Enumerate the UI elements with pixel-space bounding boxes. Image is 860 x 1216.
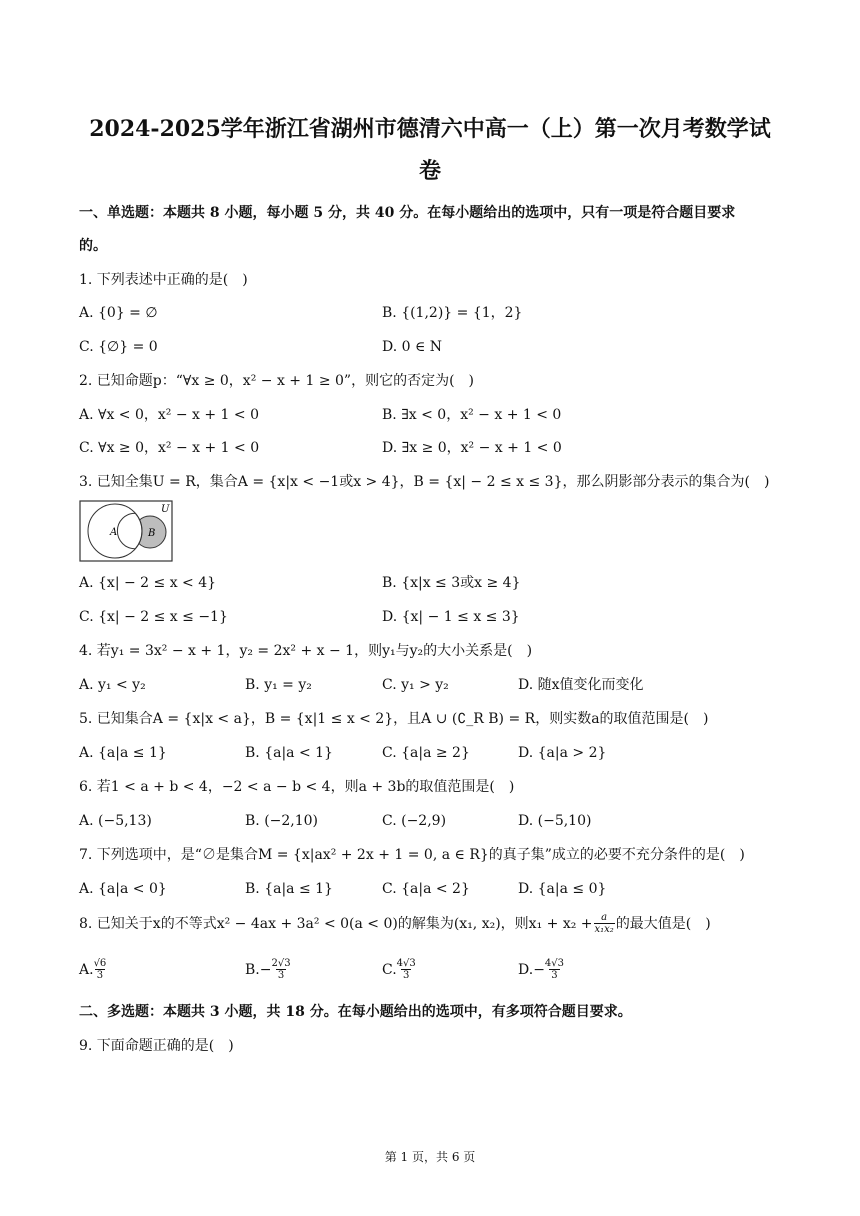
q8-option-d xyxy=(518,958,564,981)
q1-option-a: A. {0} = ∅ xyxy=(79,305,158,321)
q8-option-d-sign: − xyxy=(533,961,545,978)
question-4-stem: 4. 若y₁ = 3x² − x + 1，y₂ = 2x² + x − 1，则y₁与y₂的大小关系是( ) xyxy=(79,643,533,659)
section-1-heading-cont: 的。 xyxy=(79,238,107,254)
venn-label-b: B xyxy=(148,528,156,539)
q8-option-a-fraction xyxy=(94,958,107,981)
question-6-stem: 6. 若1 < a + b < 4，−2 < a − b < 4，则a + 3b的取值范围是( ) xyxy=(79,779,515,795)
q7-option-d: D. {a|a ≤ 0} xyxy=(518,881,607,897)
section-1-heading: 一、单选题：本题共 8 小题，每小题 5 分，共 40 分。在每小题给出的选项中，只有一项是符合题目要求 xyxy=(79,205,736,221)
q8-stem-post: 的最大值是( ) xyxy=(615,915,711,932)
exam-title-line-2: 卷 xyxy=(418,158,441,184)
q7-option-a: A. {a|a < 0} xyxy=(79,881,167,897)
question-7-stem: 7. 下列选项中，是“∅是集合M = {x|ax² + 2x + 1 = 0, a ∈ R}的真子集”成立的必要不充分条件的是( ) xyxy=(79,847,745,863)
section-2-heading: 二、多选题：本题共 3 小题，共 18 分。在每小题给出的选项中，有多项符合题目要求。 xyxy=(79,1004,632,1020)
q2-option-c: C. ∀x ≥ 0，x² − x + 1 < 0 xyxy=(79,440,260,456)
q6-option-c: C. (−2,9) xyxy=(382,813,447,829)
question-9-stem: 9. 下面命题正确的是( ) xyxy=(79,1038,234,1054)
q7-option-b: B. {a|a ≤ 1} xyxy=(245,881,333,897)
q8-option-a-denominator: 3 xyxy=(96,970,104,981)
q6-option-a: A. (−5,13) xyxy=(79,813,152,829)
q5-option-d: D. {a|a > 2} xyxy=(518,745,607,761)
q4-option-a: A. y₁ < y₂ xyxy=(79,677,146,693)
q4-option-c: C. y₁ > y₂ xyxy=(382,677,449,693)
q8-option-c-numerator: 4√3 xyxy=(396,958,416,969)
q8-option-a-numerator: √6 xyxy=(93,958,107,969)
q8-option-d-label: D. xyxy=(518,961,534,978)
q1-option-c: C. {∅} = 0 xyxy=(79,339,158,355)
q3-option-c: C. {x| − 2 ≤ x ≤ −1} xyxy=(79,609,228,625)
q8-option-c-fraction xyxy=(397,958,416,981)
q8-option-a xyxy=(79,958,106,981)
q8-fraction-numerator: a xyxy=(601,912,608,923)
q8-option-b-sign: − xyxy=(259,961,272,978)
q7-option-c: C. {a|a < 2} xyxy=(382,881,470,897)
q8-option-b-numerator: 2√3 xyxy=(271,958,291,969)
q2-option-b: B. ∃x < 0，x² − x + 1 < 0 xyxy=(382,407,562,423)
q3-option-b: B. {x|x ≤ 3或x ≥ 4} xyxy=(382,575,521,591)
q8-stem-fraction xyxy=(594,912,615,935)
q8-option-c xyxy=(382,958,416,981)
q8-option-d-numerator: 4√3 xyxy=(544,958,565,969)
q5-option-b: B. {a|a < 1} xyxy=(245,745,333,761)
venn-diagram xyxy=(79,500,173,562)
q8-option-b xyxy=(245,958,291,981)
q5-option-a: A. {a|a ≤ 1} xyxy=(79,745,167,761)
q8-option-b-denominator: 3 xyxy=(277,970,285,981)
q3-option-d: D. {x| − 1 ≤ x ≤ 3} xyxy=(382,609,520,625)
q2-option-a: A. ∀x < 0，x² − x + 1 < 0 xyxy=(79,407,260,423)
q8-option-b-label: B. xyxy=(245,961,260,978)
page-footer: 第 1 页，共 6 页 xyxy=(384,1150,476,1164)
q1-option-b: B. {(1,2)} = {1，2} xyxy=(382,305,523,321)
q4-option-d: D. 随x值变化而变化 xyxy=(518,677,644,693)
q8-stem-pre: 8. 已知关于x的不等式x² − 4ax + 3a² < 0(a < 0)的解集为(x₁, x₂)，则x₁ + x₂ + xyxy=(79,915,593,932)
q8-option-d-fraction xyxy=(545,958,564,981)
question-1-stem: 1. 下列表述中正确的是( ) xyxy=(79,272,248,288)
q8-option-b-fraction xyxy=(271,958,290,981)
question-5-stem: 5. 已知集合A = {x|x < a}，B = {x|1 ≤ x < 2}，且A ∪ (∁_R B) = R，则实数a的取值范围是( ) xyxy=(79,711,709,727)
q8-option-c-denominator: 3 xyxy=(403,970,410,981)
q6-option-d: D. (−5,10) xyxy=(518,813,592,829)
q3-option-a: A. {x| − 2 ≤ x < 4} xyxy=(79,575,217,591)
exam-title-line-1: 2024-2025学年浙江省湖州市德清六中高一（上）第一次月考数学试 xyxy=(89,116,771,142)
q8-option-c-label: C. xyxy=(382,961,397,978)
venn-label-u: U xyxy=(161,504,170,515)
q1-option-d: D. 0 ∈ N xyxy=(382,339,443,355)
venn-label-a: A xyxy=(110,527,118,538)
q4-option-b: B. y₁ = y₂ xyxy=(245,677,312,693)
q6-option-b: B. (−2,10) xyxy=(245,813,319,829)
q8-option-d-denominator: 3 xyxy=(551,970,558,981)
question-8-stem xyxy=(79,912,711,935)
q2-option-d: D. ∃x ≥ 0，x² − x + 1 < 0 xyxy=(382,440,562,456)
q8-fraction-denominator: x₁x₂ xyxy=(594,924,614,935)
question-2-stem: 2. 已知命题p：“∀x ≥ 0，x² − x + 1 ≥ 0”，则它的否定为( ) xyxy=(79,373,475,389)
q5-option-c: C. {a|a ≥ 2} xyxy=(382,745,470,761)
q8-option-a-label: A. xyxy=(79,961,94,978)
question-3-stem: 3. 已知全集U = R，集合A = {x|x < −1或x > 4}，B = {x| − 2 ≤ x ≤ 3}，那么阴影部分表示的集合为( ) xyxy=(79,474,770,490)
